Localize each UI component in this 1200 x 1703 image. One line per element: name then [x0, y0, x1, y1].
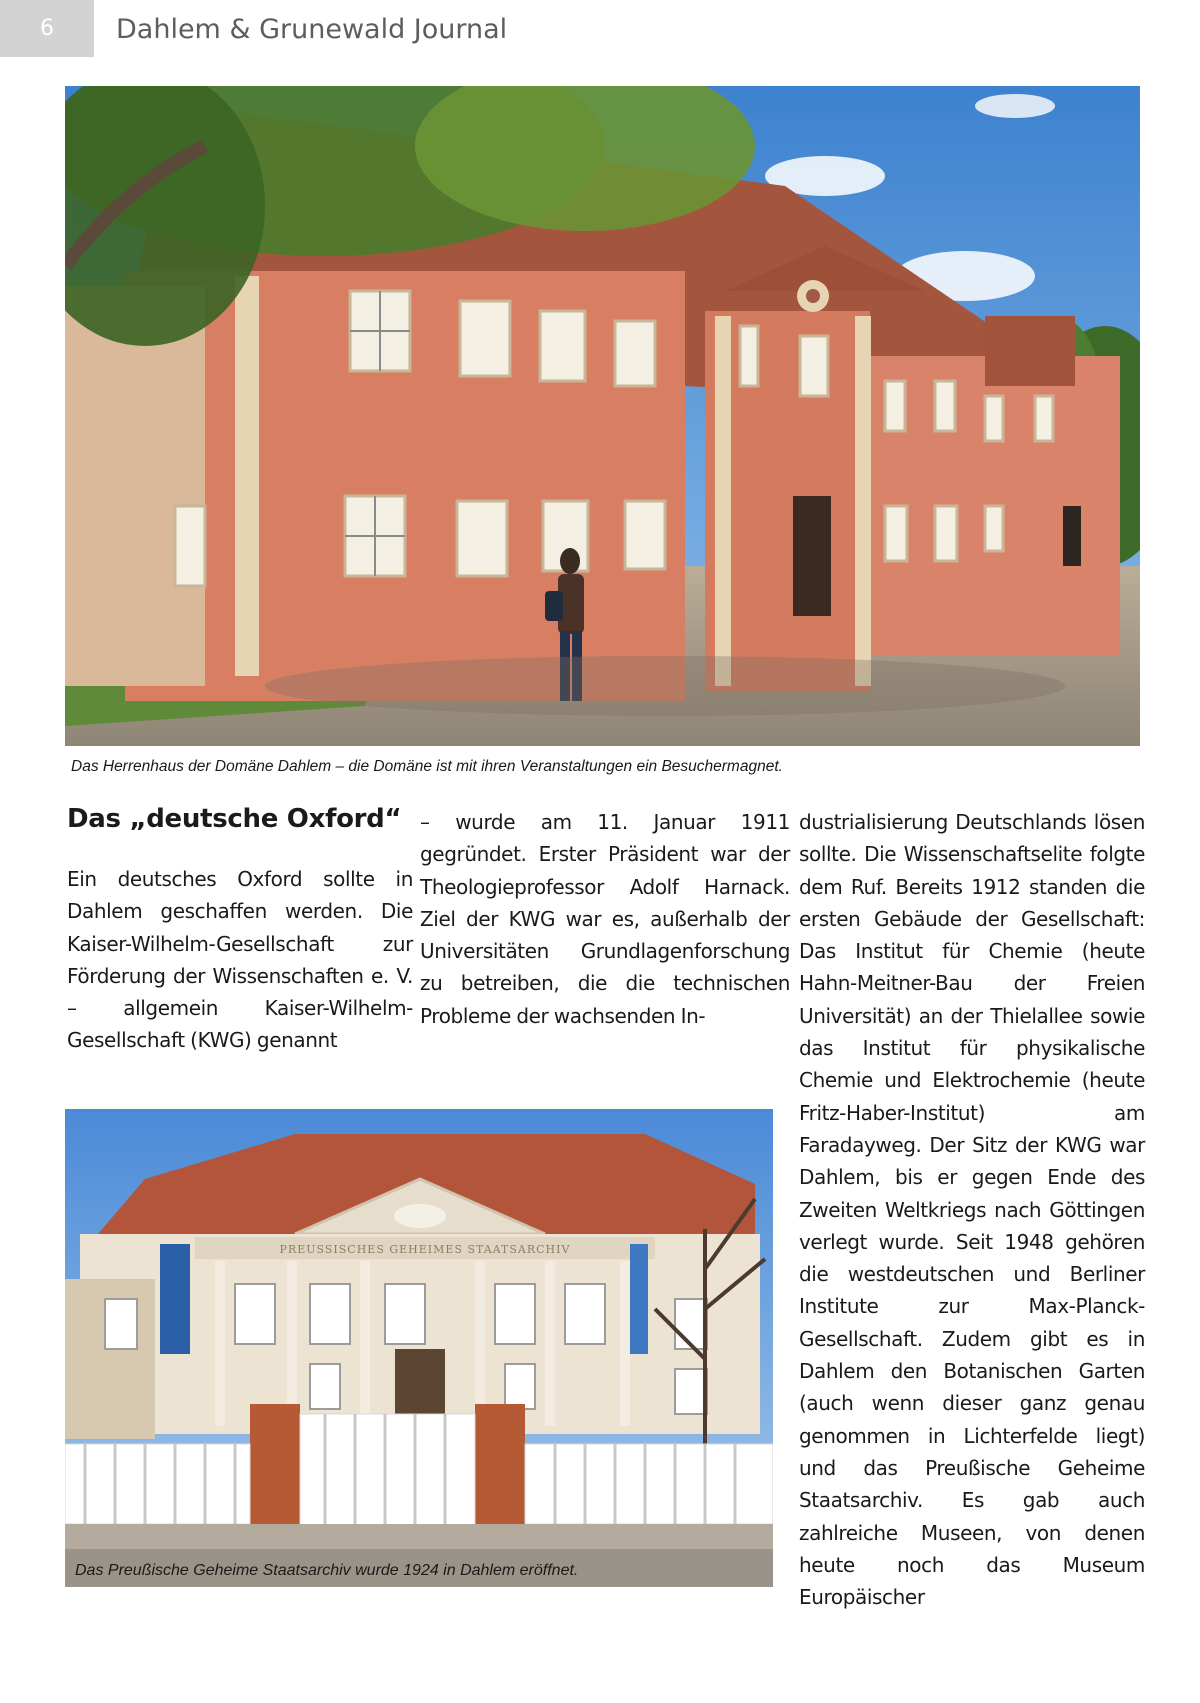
state-archive-building-photo: [65, 1109, 773, 1587]
article-col2-text: – wurde am 11. Januar 1911 gegründet. Erster Präsident war der Theologieprofessor Adolf Harnack. Ziel der KWG war es, außerhalb der Universitäten Grundlagenforschung zu betreiben, die die technischen Probleme der wachsenden In-: [420, 810, 790, 1028]
article-column-2: [420, 806, 790, 1032]
page-number: 6: [40, 16, 54, 41]
state-archive-caption: Das Preußische Geheime Staatsarchiv wurde 1924 in Dahlem eröffnet.: [75, 1562, 579, 1579]
journal-title: Dahlem & Grunewald Journal: [116, 14, 508, 45]
page-number-box: [0, 0, 94, 57]
manor-house-caption: Das Herrenhaus der Domäne Dahlem – die Domäne ist mit ihren Veranstaltungen ein Besuchermagnet.: [71, 758, 783, 775]
article-col1-text: Ein deutsches Oxford sollte in Dahlem geschaffen werden. Die Kaiser-Wilhelm-Gesellschaft zur Förderung der Wissenschaften e. V. – allgemein Kaiser-Wilhelm-Gesellschaft (KWG) genannt: [67, 867, 413, 1053]
archive-inscription: PREUSSISCHES GEHEIMES STAATSARCHIV: [279, 1243, 571, 1256]
article-headline: Das „deutsche Oxford“: [67, 804, 402, 834]
article-column-3: [799, 806, 1145, 1613]
manor-house-photo: [65, 86, 1140, 746]
article-column-1: [67, 863, 413, 1057]
article-col3-text: dustrialisierung Deutschlands lösen sollte. Die Wissenschaftselite folgte dem Ruf. Bereits 1912 standen die ersten Gebäude der Gesellschaft: Das Institut für Chemie (heute Hahn-Meitner-Bau der Freien Universität) an der Thielallee sowie das Institut für physikalische Chemie und Elektrochemie (heute Fritz-Haber-Institut) am Faradayweg. Der Sitz der KWG war Dahlem, bis er gegen Ende des Zweiten Weltkriegs nach Göttingen verlegt wurde. Seit 1948 gehören die westdeutschen und Berliner Institute zur Max-Planck-Gesellschaft. Zudem gibt es in Dahlem den Botanischen Garten (auch wenn dieser ganz genau genommen in Lichterfelde liegt) und das Preußische Geheime Staatsarchiv. Es gab auch zahlreiche Museen, von denen heute noch das Museum Europäischer: [799, 810, 1145, 1610]
